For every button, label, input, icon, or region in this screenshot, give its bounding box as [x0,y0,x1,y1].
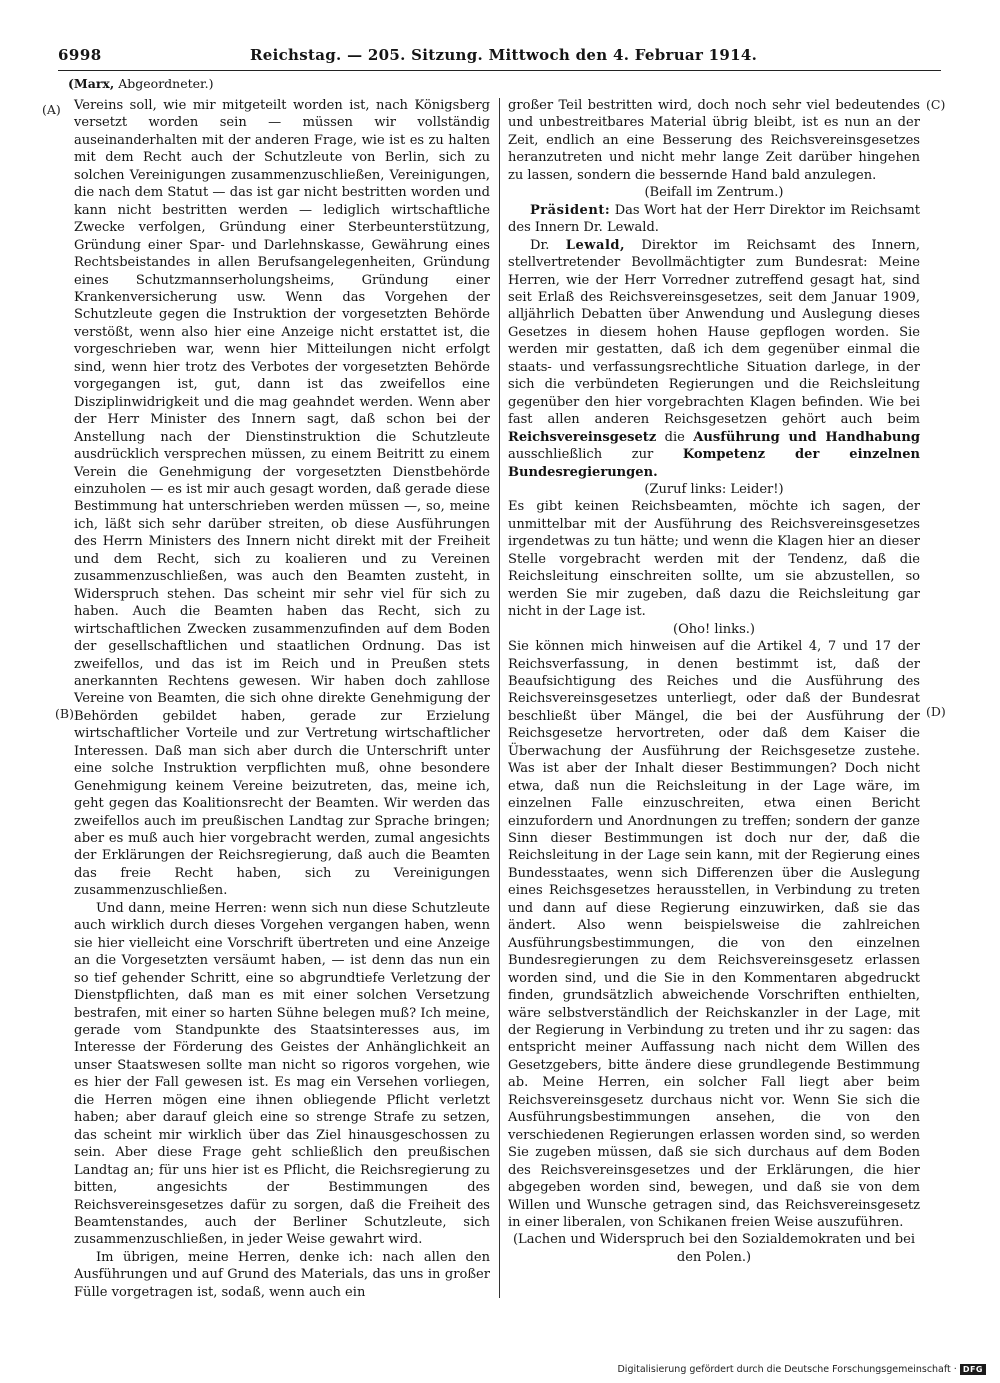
interjection-leider: (Zuruf links: Leider!) [644,481,784,497]
interjection-oho: (Oho! links.) [672,621,756,637]
lewald-emphasis-1: Reichsvereinsgesetz [508,429,657,445]
page-number: 6998 [58,46,102,64]
running-head-title: Reichstag. — 205. Sitzung. Mittwoch den 4. Februar 1914. [250,46,758,64]
speaker-role: Abgeordneter.) [118,76,214,91]
lewald-emphasis-3: Kompetenz der einzelnen Bundesregierungen. [508,447,920,480]
left-paragraph-2: Und dann, meine Herren: wenn sich nun diese Schutzleute auch wirklich durch dieses Vorgehen vergangen haben, wenn sie hier vielleicht eine Vorschrift übertreten und eine Anzeige an die Vorgesetzten versäumt haben, — ist denn das nun ein so tief gehender Schritt, eine so abgrundtiefe Verletzung der Dienstpflichten, daß man es mit einer solchen Versetzung bestrafen, mit einer so harten Sühne belegen muß? Ich meine, gerade vom Standpunkte des Staatsinteresses aus, im Interesse der Förderung des Geistes der Anhänglichkeit an unser Staatswesen sollte man nicht so rigoros vorgehen, wie es hier der Fall gewesen ist. Es mag ein Versehen vorliegen, die Herren mögen eine ihnen obliegende Pflicht verletzt haben; aber darauf gleich eine so strenge Strafe zu setzen, das scheint mir wirklich über das Ziel hinausgeschossen zu sein. Aber diese Frage geht schließlich den preußischen Landtag an; für uns hier ist es Pflicht, die Reichsregierung zu bitten, angesichts der Bestimmungen des Reichsvereinsgesetzes dafür zu sorgen, daß die Freiheit des Beamtenstandes, auch der Berliner Schutzleute, sich zusammenzuschließen, in jeder Weise gewahrt wird. [74,900,490,1248]
digitization-footer [617,1364,986,1375]
president-label: Präsident: [530,202,611,218]
lewald-name: Lewald, [565,237,626,253]
left-paragraph-3: Im übrigen, meine Herren, denke ich: nach allen den Ausführungen und auf Grund des Materials, das uns in großer Fülle vorgetragen ist, sodaß, wenn auch ein [74,1249,490,1300]
page-header [0,46,1000,72]
president-text: Das Wort hat der Herr Direktor im Reichsamt des Innern Dr. Lewald. [508,202,920,236]
column-divider [499,98,500,1298]
speaker-attribution [68,76,214,92]
margin-mark-a: (A) [42,102,61,117]
interjection-lachen: (Lachen und Widerspruch bei den Sozialdemokraten und bei den Polen.) [512,1232,916,1265]
right-paragraph-1: großer Teil bestritten wird, doch noch sehr viel bedeutendes und unbestreitbares Material übrig bleibt, ist es nun an der Zeit, endlich an eine Besserung des Reichsvereinsgesetzes heranzutreten und nicht mehr lange Zeit darüber hingehen zu lassen, sondern die bessernde Hand bald anzulegen. [508,98,920,183]
speaker-name: (Marx, [68,76,115,91]
header-rule [58,70,941,71]
margin-mark-d: (D) [926,704,946,719]
president-paragraph [508,202,920,237]
right-column [508,97,920,1266]
lewald-paragraph [508,237,920,481]
margin-mark-c: (C) [926,97,946,112]
right-paragraph-3: Sie können mich hinweisen auf die Artikel 4, 7 und 17 der Reichsverfassung, in denen bestimmt ist, daß der Beaufsichtigung des Reiches und die Ausführung des Reichsvereinsgesetzes unterliegt, oder daß der Bundesrat beschließt über Mängel, die bei der Ausführung der Reichsgesetze hervortreten, oder daß dem Kaiser die Überwachung der Ausführung der Reichsgesetze zustehe. Was ist aber der Inhalt dieser Bestimmungen? Doch nicht etwa, daß nun die Reichsleitung in der Lage wäre, im einzelnen Falle einzuschreiten, etwa einen Bericht einzufordern und Anordnungen zu treffen; sondern der ganze Sinn dieser Bestimmungen ist doch nur der, daß die Reichsleitung in der Lage sein kann, mit der Regierung eines Bundesstaates, wenn sich Differenzen über die Auslegung eines Reichsgesetzes herausstellen, in Verbindung zu treten und dann auf diese Regierung einzuwirken, daß sie das ändert. Also wenn beispielsweise die zahlreichen Ausführungsbestimmungen, die von den einzelnen Bundesregierungen zu dem Reichsvereinsgesetz erlassen worden sind, und die Sie in den Kommentaren abgedruckt finden, grundsätzlich abweichende Vorschriften enthielten, wäre selbstverständlich der Reichskanzler in der Lage, mit der Regierung in Verbindung zu treten und ihr zu sagen: das entspricht meiner Auffassung nach nicht dem Willen des Gesetzgebers, bitte ändere diese grundlegende Bestimmung ab. Meine Herren, ein solcher Fall liegt aber beim Reichsvereinsgesetz durchaus nicht vor. Wenn Sie sich die Ausführungsbestimmungen ansehen, die von den verschiedenen Regierungen erlassen worden sind, so werden Sie zugeben müssen, daß sie sich durchaus auf dem Boden des Reichsvereinsgesetzes und der Erklärungen, die hier abgegeben worden sind, bewegen, und daß sie von dem Willen und Wunsche getragen sind, das Reichsvereinsgesetz in einer liberalen, von Schikanen freien Weise auszuführen. [508,639,920,1230]
dfg-logo: DFG [960,1364,986,1375]
lewald-text-3: ausschließlich zur [508,447,654,463]
footer-text: Digitalisierung gefördert durch die Deutsche Forschungsgemeinschaft · [617,1364,957,1375]
left-column [74,97,490,1301]
applause-interjection: (Beifall im Zentrum.) [644,185,784,201]
lewald-emphasis-2: Ausführung und Handhabung [693,429,920,445]
lewald-text-1: Direktor im Reichsamt des Innern, stellvertretender Bevollmächtigter zum Bundesrat: Meine Herren, wie der Herr Vorredner zutreffend gesagt hat, sind seit Erlaß des Reichsvereinsgesetzes, seit dem Januar 1909, alljährlich Debatten über Anwendung und Auslegung dieses Gesetzes in diesem hohen Hause gepflogen worden. Sie werden mir gestatten, daß ich dem gegenüber einmal die staats- und verfassungsrechtliche Situation darlege, in der sich die verbündeten Regierungen und die Reichsleitung gegenüber den hier vorgebrachten Klagen befinden. Wie bei fast allen anderen Reichsgesetzen gehört auch beim [508,237,920,428]
lewald-prefix: Dr. [530,237,550,253]
margin-mark-b: (B) [55,706,74,721]
right-paragraph-2: Es gibt keinen Reichsbeamten, möchte ich sagen, der unmittelbar mit der Ausführung des Reichsvereinsgesetzes irgendetwas zu tun hätte; und wenn die Klagen hier an dieser Stelle vorgebracht werden mit der Tendenz, daß die Reichsleitung einschreiten sollte, um sie abzustellen, so werden Sie mir zugeben, daß dazu die Reichsleitung gar nicht in der Lage ist. [508,499,920,620]
left-paragraph-1: Vereins soll, wie mir mitgeteilt worden ist, nach Königsberg versetzt worden sein — müssen wir vollständig auseinanderhalten mit der anderen Frage, wie ist es zu halten mit dem Recht auch der Schutzleute von Berlin, sich zu solchen Vereinigungen zusammenzuschließen, Vereinigungen, die nach dem Statut — das ist gar nicht bestritten worden und kann nicht bestritten werden — lediglich wirtschaftliche Zwecke verfolgen, Gründung einer Sterbeunterstützung, Gründung einer Spar- und Darlehnskasse, Gewährung eines Rechtsbeistandes in allen Berufsangelegenheiten, Gründung eines Schutzmannserholungsheims, Gründung einer Krankenversicherung usw. Wenn das Vorgehen der Schutzleute gegen die Instruktion der vorgesetzten Behörde verstößt, wenn also hier eine Anzeige nicht erstattet ist, die vorgeschrieben war, wenn hier Mitteilungen nicht erfolgt sind, wenn hier trotz des Verbotes der vorgesetzten Behörde vorgegangen ist, gut, dann ist das zweifellos eine Disziplinwidrigkeit und die mag geahndet werden. Wenn aber der Herr Minister des Innern sagt, daß schon bei der Anstellung nach der Dienstinstruktion die Schutzleute ausdrücklich versprechen müssen, zu einem Beitritt zu einem Verein die Genehmigung der vorgesetzten Dienstbehörde einzuholen — es ist mir auch gesagt worden, daß gerade diese Bestimmung hat unterschrieben werden müssen —, so, meine ich, läßt sich sehr darüber streiten, ob diese Ausführungen des Herrn Ministers des Innern nicht direkt mit der Freiheit und dem Recht, sich zu koalieren und zu Vereinen zusammenzuschließen, was auch den Beamten zusteht, in Widerspruch stehen. Das scheint mir sehr viel für sich zu haben. Auch die Beamten haben das Recht, sich zu wirtschaftlichen Zwecken zusammenzufinden auf dem Boden der gesellschaftlichen und staatlichen Ordnung. Das ist zweifellos, und das ist im Reich und in Preußen stets anerkannten Rechtens gewesen. Wir haben doch zahllose Vereine von Beamten, die sich ohne direkte Genehmigung der Behörden gebildet haben, gerade zur Erzielung wirtschaftlicher Vorteile und zur Vertretung wirtschaftlicher Interessen. Daß man sich aber durch die Unterschrift unter eine solche Instruktion verpflichten muß, ohne besondere Genehmigung keinem Vereine beizutreten, das, meine ich, geht gegen das Koalitionsrecht der Beamten. Wir werden das zweifellos auch im preußischen Landtag zur Sprache bringen; aber es muß auch hier vorgebracht werden, zumal angesichts der Erklärungen der Reichsregierung, daß auch die Beamten das freie Recht haben, sich zu Vereinigungen zusammenzuschließen. [74,98,490,899]
lewald-text-2: die [664,429,685,445]
